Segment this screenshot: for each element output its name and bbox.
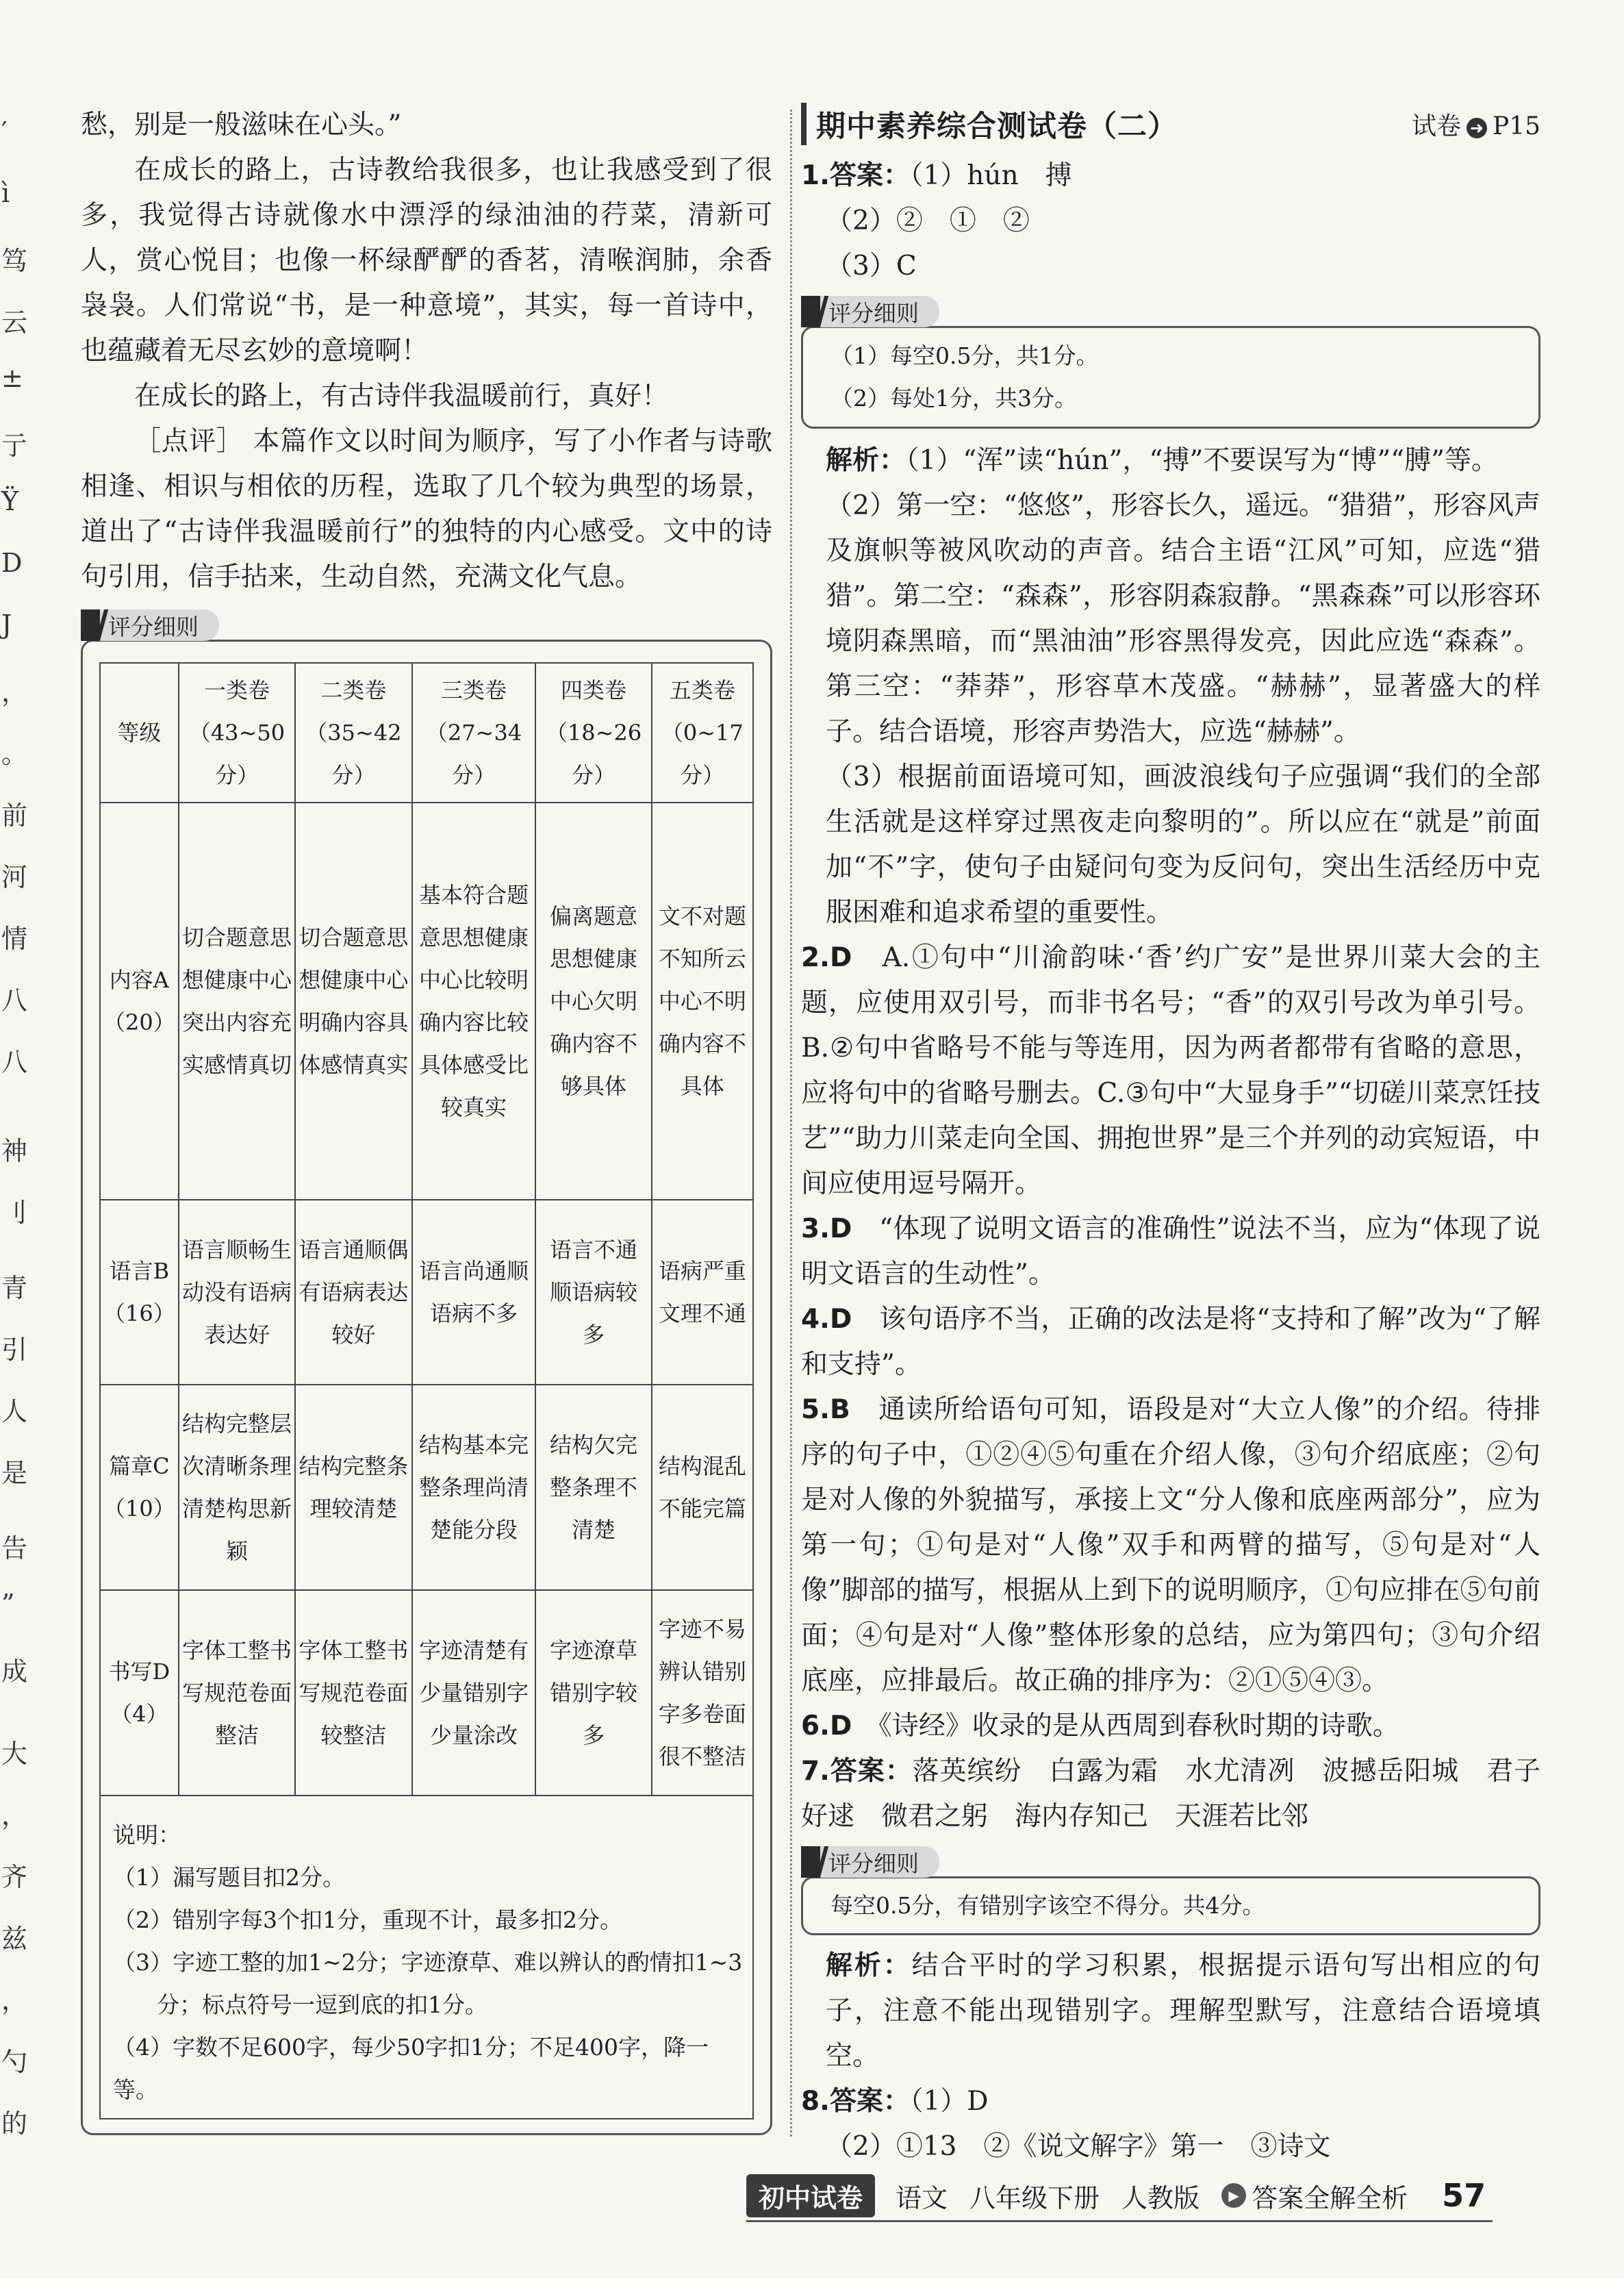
answer-part: （1）D: [909, 2086, 989, 2117]
analysis-text: （1）“浑”读“hún”，“搏”不要误写为“博”“膊”等。: [906, 445, 1499, 476]
level-cell: 篇章C（10）: [100, 1385, 179, 1590]
notes-row: [100, 1796, 753, 2119]
adjacent-page-edge: ′ ì 笃 云 ± 亍 Ÿ D J ， 。 前 河 情 八 八 神 刂 青 引 人 是 告 ” 成 大 ， 齐 兹 ， 勺 的: [1, 116, 28, 2139]
footer-grade: 八年级下册: [969, 2182, 1100, 2213]
header-cell: 三类卷（27~34分）: [412, 663, 536, 803]
question-text: 《诗经》收录的是从西周到春秋时期的诗歌。: [878, 1711, 1399, 1741]
level-cell: 书写D（4）: [100, 1590, 179, 1796]
table-cell: 结构基本完整条理尚清楚能分段: [412, 1385, 536, 1590]
comment-label: ［点评］: [134, 426, 244, 457]
table-row: [100, 1200, 753, 1385]
score-rules-section: [801, 296, 1540, 429]
analysis: [801, 438, 1540, 483]
question-label: 7.答案：: [801, 1756, 913, 1787]
level-cell: 语言B（16）: [100, 1200, 179, 1385]
table-cell: 字迹清楚有少量错别字少量涂改: [412, 1590, 536, 1796]
question-2: [801, 935, 1540, 1207]
header-cell: 等级: [100, 663, 179, 803]
notes: [109, 1814, 744, 2111]
table-cell: 字体工整书写规范卷面整洁: [179, 1590, 295, 1796]
question-label: 8.答案：: [801, 2086, 910, 2117]
table-cell: 语言通顺偶有语病表达较好: [295, 1200, 411, 1385]
section-title: 期中素养综合测试卷（二）: [816, 109, 1178, 144]
question-label: 4.D: [801, 1304, 852, 1335]
notes-cell: [100, 1796, 753, 2119]
table-cell: 切合题意思想健康中心明确内容具体感情真实: [295, 803, 411, 1200]
tag-marker-icon: [801, 1846, 820, 1878]
table-row: [100, 1385, 753, 1590]
question-text: 该句语序不当，正确的改法是将“支持和了解”改为“了解和支持”。: [801, 1304, 1540, 1380]
analysis-text: 结合平时的学习积累，根据提示语句写出相应的句子，注意不能出现错别字。理解型默写，注意结合语境填空。: [826, 1950, 1540, 2072]
footer-rule: [746, 2220, 1493, 2222]
analysis-label: 解析：: [826, 445, 906, 476]
footer-subject: 语文: [896, 2182, 948, 2213]
analysis-text: （2）第一空：“悠悠”，形容长久，遥远。“猎猎”，形容风声及旗帜等被风吹动的声音。结合主语“江风”可知，应选“猎猎”。第二空：“森森”，形容阴森寂静。“黑森森”可以形容环境阴森黑暗，而“黑油油”形容黑得发亮，因此应选“森森”。第三空：“莽莽”，形容草木茂盛。“赫赫”，显著盛大的样子。结合语境，形容声势浩大，应选“赫赫”。: [826, 490, 1540, 747]
table-cell: 切合题意思想健康中心突出内容充实感情真切: [179, 803, 295, 1200]
question-text: 通读所给语句可知，语段是对“大立人像”的介绍。待排序的句子中，①②④⑤句重在介绍人像，③句介绍底座；②句是对人像的外貌描写，承接上文“分人像和底座两部分”，应为第一句；①句是对“人像”双手和两臂的描写，⑤句是对“人像”脚部的描写，根据从上到下的说明顺序，①句应排在⑤句前面；④句是对“人像”整体形象的总结，应为第四句；③句介绍底座，应排最后。故正确的排序为：②①⑤④③。: [801, 1394, 1540, 1696]
score-rules-tag: 评分细则: [81, 609, 219, 641]
note-item: （4）字数不足600字，每少50字扣1分；不足400字，降一等。: [113, 2034, 709, 2103]
tag-marker-icon: [81, 609, 100, 641]
rule-item: （2）每处1分，共3分。: [830, 385, 1077, 412]
right-column: [801, 103, 1540, 2169]
table-cell: 文不对题不知所云中心不明确内容不具体: [652, 803, 753, 1200]
table-cell: 语言顺畅生动没有语病表达好: [179, 1200, 295, 1385]
note-item: 分；标点符号一逗到底的扣1分。: [157, 1991, 487, 2018]
header-cell: 二类卷（35~42分）: [295, 663, 411, 803]
score-rules-tag: 评分细则: [801, 1846, 939, 1878]
tag-marker-icon: [801, 296, 820, 327]
question-3: [801, 1207, 1540, 1297]
question-7: [801, 1749, 1540, 1839]
essay-paragraph: 在成长的路上，有古诗伴我温暖前行，真好！: [134, 381, 669, 412]
arrow-right-icon: ➜: [1467, 118, 1487, 138]
analysis-label: 解析：: [826, 1950, 912, 1981]
question-4: [801, 1297, 1540, 1387]
answer-part: （2）①13 ②《说文解字》第一 ③诗文: [826, 2131, 1331, 2162]
header-cell: 一类卷（43~50分）: [179, 663, 295, 803]
table-cell: 结构完整条理较清楚: [295, 1385, 411, 1590]
note-item: （2）错别字每3个扣1分，重现不计，最多扣2分。: [113, 1906, 622, 1933]
question-1: [801, 153, 1540, 199]
notes-title: 说明：: [113, 1822, 181, 1848]
table-header-row: [100, 663, 753, 803]
table-cell: 结构混乱不能完篇: [652, 1385, 753, 1590]
table-row: [100, 1590, 753, 1796]
answer-part: （1）hún 搏: [909, 160, 1072, 191]
question-label: 1.答案：: [801, 160, 910, 191]
table-cell: 语言不通顺语病较多: [535, 1200, 651, 1385]
page-footer: [746, 2175, 1486, 2216]
column-divider: [790, 110, 792, 2137]
score-rules-box: [801, 1876, 1540, 1935]
footer-edition: 人教版: [1121, 2182, 1200, 2213]
answer-part: （2）② ① ②: [826, 205, 1030, 236]
table-cell: 字迹不易辨认错别字多卷面很不整洁: [652, 1590, 753, 1796]
score-rules-box: [81, 640, 772, 2135]
table-cell: 偏离题意思想健康中心欠明确内容不够具体: [535, 803, 651, 1200]
question-label: 5.B: [801, 1394, 850, 1425]
question-5: [801, 1387, 1540, 1704]
rule-item: 每空0.5分，有错别字该空不得分。共4分。: [830, 1892, 1265, 1919]
table-cell: 语言尚通顺语病不多: [412, 1200, 536, 1385]
table-cell: 字体工整书写规范卷面较整洁: [295, 1590, 411, 1796]
answer-text: 落英缤纷 白露为霜 水尤清冽 波撼岳阳城 君子好逑 微君之躬 海内存知己 天涯若比邻: [801, 1756, 1540, 1832]
footer-slogan: 答案全解全析: [1252, 2182, 1408, 2213]
grading-table: [99, 662, 754, 2119]
table-cell: 语病严重文理不通: [652, 1200, 753, 1385]
comment-text: 本篇作文以时间为顺序，写了小作者与诗歌相逢、相识与相依的历程，选取了几个较为典型的场景，道出了“古诗伴我温暖前行”的独特的内心感受。文中的诗句引用，信手拈来，生动自然，充满文化气息。: [81, 426, 772, 592]
comment-paragraph: [81, 419, 772, 600]
page-number: 57: [1442, 2177, 1486, 2214]
question-text: A.①句中“川渝韵味·‘香’约广安”是世界川菜大会的主题，应使用双引号，而非书名号；“香”的双引号改为单引号。B.②句中省略号不能与等连用，因为两者都带有省略的意思，应将句中的省略号删去。C.③句中“大显身手”“切磋川菜烹饪技艺”“助力川菜走向全国、拥抱世界”是三个并列的动宾短语，中间应使用逗号隔开。: [801, 942, 1540, 1199]
footer-brand: 初中试卷: [746, 2174, 875, 2217]
essay-line: 愁，别是一般滋味在心头。”: [81, 110, 402, 140]
section-header: [801, 103, 1540, 145]
level-cell: 内容A（20）: [100, 803, 179, 1200]
question-8: [801, 2079, 1540, 2124]
score-rules-box: [801, 326, 1540, 429]
score-rules-section: [801, 1846, 1540, 1935]
header-cell: 五类卷（0~17分）: [652, 663, 753, 803]
left-column: [81, 103, 772, 2135]
rule-item: （1）每空0.5分，共1分。: [830, 342, 1099, 369]
question-label: 2.D: [801, 942, 852, 973]
answer-part: （3）C: [826, 251, 917, 281]
question-6: [801, 1704, 1540, 1749]
table-cell: 结构完整层次清晰条理清楚构思新颖: [179, 1385, 295, 1590]
question-label: 6.D: [801, 1711, 852, 1741]
play-icon: ▶: [1221, 2183, 1246, 2208]
table-cell: 字迹潦草错别字较多: [535, 1590, 651, 1796]
table-cell: 结构欠完整条理不清楚: [535, 1385, 651, 1590]
table-row: [100, 803, 753, 1200]
question-label: 3.D: [801, 1213, 852, 1244]
analysis-text: （3）根据前面语境可知，画波浪线句子应强调“我们的全部生活就是这样穿过黑夜走向黎明的”。所以应在“就是”前面加“不”字，使句子由疑问句变为反问句，突出生活经历中克服困难和追求希望的重要性。: [826, 761, 1540, 928]
question-text: “体现了说明文语言的准确性”说法不当，应为“体现了说明文语言的生动性”。: [801, 1213, 1540, 1289]
note-item: （3）字迹工整的加1~2分；字迹潦草、难以辨认的酌情扣1~3: [113, 1949, 743, 1976]
score-rules-tag: 评分细则: [801, 296, 939, 327]
table-cell: 基本符合题意思想健康中心比较明确内容比较具体感受比较真实: [412, 803, 536, 1200]
page-reference: 试卷 ➜ P15: [1411, 112, 1540, 140]
essay-paragraph: 在成长的路上，古诗教给我很多，也让我感受到了很多，我觉得古诗就像水中漂浮的绿油油的荇菜，清新可人，赏心悦目；也像一杯绿酽酽的香茗，清喉润肺，余香袅袅。人们常说“书，是一种意境”，其实，每一首诗中，也蕴藏着无尽玄妙的意境啊！: [81, 155, 772, 366]
analysis: [801, 1943, 1540, 2079]
score-rules-section: [81, 609, 772, 2135]
note-item: （1）漏写题目扣2分。: [113, 1864, 345, 1891]
header-cell: 四类卷（18~26分）: [535, 663, 651, 803]
